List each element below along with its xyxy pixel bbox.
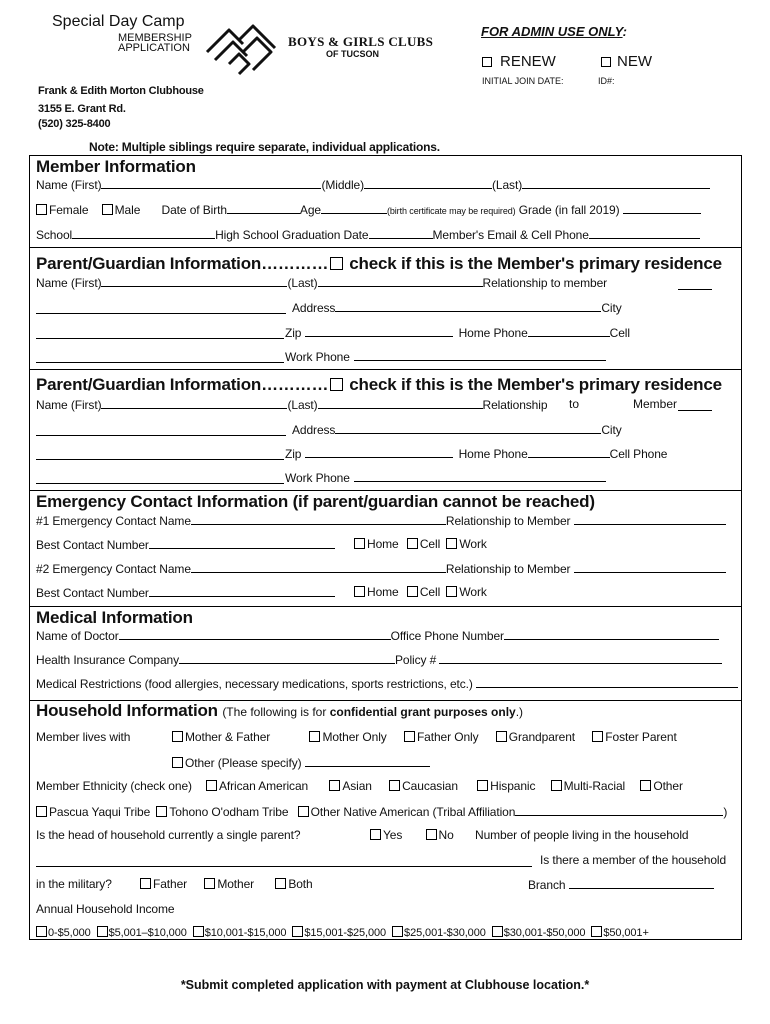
male-label: Male [114, 203, 141, 217]
club-phone: (520) 325-8400 [38, 118, 111, 130]
branch-row [528, 877, 714, 892]
guardian2-zip-field[interactable] [305, 446, 453, 458]
single-parent-yes-checkbox[interactable] [370, 829, 381, 840]
emergency2-number-label: Best Contact Number [36, 586, 149, 600]
school-field[interactable] [72, 227, 215, 239]
emergency2-home-label: Home [367, 585, 399, 599]
income-25001-30000-label: $25,001-$30,000 [404, 927, 486, 939]
bgc-logo [203, 18, 283, 78]
org-city: OF TUCSON [326, 49, 379, 59]
household-note [222, 705, 523, 719]
admin-label [481, 24, 627, 39]
emergency2-number-row [36, 585, 335, 600]
member-middle-name-field[interactable] [364, 177, 492, 189]
submit-instructions: *Submit completed application with payment at Clubhouse location.* [180, 978, 590, 992]
emergency1-home-checkbox[interactable] [354, 538, 365, 549]
income-5001-10000-label: $5,001–$10,000 [108, 927, 187, 939]
ethnicity-multi-racial-label: Multi-Racial [563, 779, 626, 793]
guardian2-last-label: (Last) [287, 398, 318, 412]
branch-field[interactable] [569, 877, 714, 889]
renew-label: RENEW [500, 53, 556, 70]
renew-checkbox[interactable] [482, 57, 492, 67]
emergency2-relationship-field[interactable] [574, 561, 726, 573]
divider-guardian2 [29, 369, 742, 370]
mother-father-checkbox[interactable] [172, 731, 183, 742]
guardian2-member-label: Member [633, 397, 678, 411]
restrictions-field[interactable] [476, 676, 738, 688]
foster-parent-checkbox[interactable] [592, 731, 603, 742]
emergency1-cell-checkbox[interactable] [407, 538, 418, 549]
ethnicity-hispanic-checkbox[interactable] [477, 780, 488, 791]
guardian1-relationship-label: Relationship to member [482, 276, 608, 290]
emergency1-number-label: Best Contact Number [36, 538, 149, 552]
guardian1-city-label: City [601, 301, 622, 315]
form-subtitle-application: APPLICATION [118, 42, 190, 54]
guardian1-cell-label: Cell [609, 326, 630, 340]
siblings-note: Note: Multiple siblings require separate, individual applications. [89, 140, 440, 154]
emergency1-name-label: #1 Emergency Contact Name [36, 514, 191, 528]
guardian2-to-label: to [569, 397, 580, 411]
emergency2-name-label: #2 Emergency Contact Name [36, 562, 191, 576]
guardian1-zip-field[interactable] [305, 325, 453, 337]
emergency2-name-row [36, 561, 726, 576]
emergency-section-title: Emergency Contact Information (if parent/guardian cannot be reached) [36, 492, 595, 511]
club-address: 3155 E. Grant Rd. [38, 103, 126, 115]
admin-label-text: FOR ADMIN USE ONLY [481, 24, 623, 39]
guardian2-zip-label: Zip [285, 447, 302, 461]
other-living-label: Other (Please specify) [185, 756, 302, 770]
member-section-title: Member Information [36, 157, 196, 176]
guardian2-home-phone-label: Home Phone [458, 447, 528, 461]
guardian1-home-phone-field[interactable] [528, 325, 610, 337]
single-parent-yes-label: Yes [383, 828, 403, 842]
restrictions-label: Medical Restrictions (food allergies, necessary medications, sports restrictions, etc.) [36, 677, 473, 691]
office-phone-field[interactable] [504, 628, 719, 640]
single-parent-no-label: No [438, 828, 454, 842]
household-title-text: Household Information [36, 701, 218, 720]
guardian2-primary-checkbox[interactable] [330, 378, 343, 391]
id-label: ID#: [598, 76, 615, 86]
member-first-name-field[interactable] [101, 177, 321, 189]
guardian1-work-row [285, 349, 606, 364]
emergency1-name-row [36, 513, 726, 528]
guardian1-address-field[interactable] [335, 300, 601, 312]
female-label: Female [49, 203, 89, 217]
initial-join-date-label: INITIAL JOIN DATE: [482, 76, 564, 86]
military-both-label: Both [288, 877, 313, 891]
ethnicity-african-american-label: African American [219, 779, 309, 793]
guardian2-last-name-field[interactable] [318, 397, 483, 409]
ethnicity-african-american-checkbox[interactable] [206, 780, 217, 791]
ethnicity-pascua-yaqui-label: Pascua Yaqui Tribe [49, 805, 151, 819]
guardian2-primary-label: check if this is the Member's primary residence [349, 375, 722, 394]
insurance-field[interactable] [179, 652, 395, 664]
emergency2-work-label: Work [459, 585, 487, 599]
guardian1-primary-label: check if this is the Member's primary residence [349, 254, 722, 273]
member-name-row [36, 177, 710, 192]
divider-emergency [29, 490, 742, 491]
policy-field[interactable] [439, 652, 722, 664]
guardian2-home-phone-field[interactable] [528, 446, 610, 458]
guardian1-last-label: (Last) [287, 276, 318, 290]
guardian2-first-name-label: Name (First) [36, 398, 102, 412]
income-30001-50000-label: $30,001-$50,000 [503, 927, 586, 939]
other-living-row [172, 755, 430, 770]
divider-guardian1 [29, 247, 742, 248]
military-father-checkbox[interactable] [140, 878, 151, 889]
new-checkbox[interactable] [601, 57, 611, 67]
guardian2-cell-phone-label: Cell Phone [609, 447, 668, 461]
medical-section-title: Medical Information [36, 608, 193, 627]
age-field[interactable] [321, 202, 387, 214]
branch-label: Branch [528, 878, 566, 892]
father-only-label: Father Only [416, 730, 479, 744]
guardian1-work-phone-label: Work Phone [285, 350, 350, 364]
doctor-row [36, 628, 719, 643]
ethnicity-asian-label: Asian [342, 779, 372, 793]
grandparent-label: Grandparent [508, 730, 576, 744]
ethnicity-hispanic-label: Hispanic [490, 779, 536, 793]
guardian2-relationship-label: Relationship [482, 398, 548, 412]
ethnicity-native-american-label: Other Native American (Tribal Affiliation [310, 805, 516, 819]
restrictions-row [36, 676, 738, 691]
ethnicity-tribal-row [36, 804, 727, 819]
female-checkbox[interactable] [36, 204, 47, 215]
new-label: NEW [617, 53, 652, 70]
ethnicity-other-label: Other [653, 779, 683, 793]
emergency2-number-field[interactable] [149, 585, 335, 597]
guardian1-line3-field[interactable] [36, 362, 284, 363]
ethnicity-pascua-yaqui-checkbox[interactable] [36, 806, 47, 817]
foster-parent-label: Foster Parent [605, 730, 677, 744]
income-5001-10000-checkbox[interactable] [97, 926, 108, 937]
military-both-checkbox[interactable] [275, 878, 286, 889]
ethnicity-label: Member Ethnicity (check one) [36, 779, 192, 793]
income-50001-plus-label: $50,001+ [603, 927, 649, 939]
emergency2-relationship-label: Relationship to Member [445, 562, 571, 576]
email-field[interactable] [589, 227, 700, 239]
lives-with-label: Member lives with [36, 730, 131, 744]
income-25001-30000-checkbox[interactable] [392, 926, 403, 937]
guardian2-title-text: Parent/Guardian Information………… [36, 375, 329, 394]
member-last-name-field[interactable] [522, 177, 710, 189]
guardian1-relationship-field[interactable] [678, 289, 712, 290]
birth-cert-note: (birth certificate may be required) [386, 206, 516, 216]
emergency2-home-checkbox[interactable] [354, 586, 365, 597]
grade-label: Grade (in fall 2019) [518, 203, 620, 217]
emergency1-work-checkbox[interactable] [446, 538, 457, 549]
male-checkbox[interactable] [102, 204, 113, 215]
single-parent-label: Is the head of household currently a single parent? [36, 828, 301, 842]
ethnicity-tohono-label: Tohono O'odham Tribe [169, 805, 289, 819]
household-note-pre: (The following is for [222, 705, 330, 719]
guardian1-address-row [292, 300, 622, 315]
member-school-row [36, 227, 700, 242]
guardian1-section-title [36, 254, 722, 274]
guardian1-line1-field[interactable] [36, 313, 286, 314]
doctor-field[interactable] [119, 628, 391, 640]
guardian2-address-field[interactable] [335, 422, 601, 434]
age-label: Age [299, 203, 321, 217]
divider-medical [29, 606, 742, 607]
in-military-label: in the military? [36, 877, 112, 891]
member-first-name-label: Name (First) [36, 178, 102, 192]
grad-date-label: High School Graduation Date [215, 228, 369, 242]
emergency2-name-field[interactable] [191, 561, 446, 573]
guardian1-zip-row [285, 325, 630, 340]
military-options [140, 877, 313, 891]
military-father-label: Father [153, 877, 188, 891]
guardian2-work-phone-label: Work Phone [285, 471, 350, 485]
emergency1-home-label: Home [367, 537, 399, 551]
guardian1-address-label: Address [292, 301, 336, 315]
office-phone-label: Office Phone Number [390, 629, 504, 643]
new-option[interactable] [601, 53, 652, 70]
club-name: Frank & Edith Morton Clubhouse [38, 85, 204, 97]
guardian2-work-phone-field[interactable] [354, 470, 606, 482]
income-label: Annual Household Income [36, 902, 175, 916]
renew-option[interactable] [482, 53, 556, 70]
income-30001-50000-checkbox[interactable] [492, 926, 503, 937]
ethnicity-multi-racial-checkbox[interactable] [551, 780, 562, 791]
emergency1-cell-label: Cell [419, 537, 441, 551]
form-subtitle-membership: MEMBERSHIP [118, 32, 192, 44]
doctor-label: Name of Doctor [36, 629, 119, 643]
admin-label-colon: : [622, 24, 627, 39]
lives-with-options [172, 730, 677, 744]
household-note-post: .) [515, 705, 524, 719]
ethnicity-native-american-checkbox[interactable] [298, 806, 309, 817]
school-label: School [36, 228, 73, 242]
emergency1-work-label: Work [459, 537, 487, 551]
ethnicity-caucasian-checkbox[interactable] [389, 780, 400, 791]
guardian1-title-text: Parent/Guardian Information………… [36, 254, 329, 273]
emergency1-number-field[interactable] [149, 537, 335, 549]
ethnicity-other-checkbox[interactable] [640, 780, 651, 791]
org-name: BOYS & GIRLS CLUBS [288, 34, 434, 49]
emergency1-number-row [36, 537, 335, 552]
military-question-label: Is there a member of the household [540, 853, 727, 867]
guardian1-primary-checkbox[interactable] [330, 257, 343, 270]
income-0-5000-checkbox[interactable] [36, 926, 47, 937]
email-label: Member's Email & Cell Phone [432, 228, 589, 242]
guardian2-address-row [292, 422, 622, 437]
mother-only-checkbox[interactable] [309, 731, 320, 742]
household-note-bold: confidential grant purposes only [329, 705, 516, 719]
income-10001-15000-label: $10,001-$15,000 [204, 927, 287, 939]
guardian1-zip-label: Zip [285, 326, 302, 340]
member-details-row [36, 202, 701, 217]
other-living-field[interactable] [305, 755, 430, 767]
guardian1-work-phone-field[interactable] [354, 349, 606, 361]
ethnicity-tohono-checkbox[interactable] [156, 806, 167, 817]
other-living-checkbox[interactable] [172, 757, 183, 768]
single-parent-options [370, 828, 454, 842]
people-count-label: Number of people living in the household [475, 828, 689, 842]
guardian2-line2-field[interactable] [36, 459, 284, 460]
guardian2-zip-row [285, 446, 667, 461]
emergency1-relationship-label: Relationship to Member [445, 514, 571, 528]
tribal-close-paren: ) [723, 805, 728, 819]
dob-field[interactable] [227, 202, 300, 214]
dob-label: Date of Birth [161, 203, 227, 217]
guardian2-city-label: City [601, 423, 622, 437]
guardian2-relationship-field[interactable] [678, 410, 712, 411]
guardian1-name-row [36, 275, 607, 290]
member-last-label: (Last) [492, 178, 523, 192]
member-middle-label: (Middle) [321, 178, 365, 192]
guardian2-address-label: Address [292, 423, 336, 437]
guardian1-last-name-field[interactable] [318, 275, 483, 287]
income-15001-25000-checkbox[interactable] [292, 926, 303, 937]
mother-only-label: Mother Only [322, 730, 387, 744]
guardian2-line3-field[interactable] [36, 483, 284, 484]
guardian2-section-title [36, 375, 722, 395]
ethnicity-options [206, 779, 683, 793]
military-mother-checkbox[interactable] [204, 878, 215, 889]
grad-date-field[interactable] [369, 227, 433, 239]
income-15001-25000-label: $15,001-$25,000 [304, 927, 387, 939]
emergency1-type-options [354, 537, 487, 551]
policy-label: Policy # [395, 653, 437, 667]
income-50001-plus-checkbox[interactable] [591, 926, 602, 937]
people-count-field[interactable] [36, 866, 532, 867]
form-title: Special Day Camp [52, 13, 185, 30]
income-0-5000-label: 0-$5,000 [48, 927, 91, 939]
insurance-row [36, 652, 722, 667]
mother-father-label: Mother & Father [185, 730, 271, 744]
guardian2-name-row [36, 397, 547, 412]
insurance-label: Health Insurance Company [36, 653, 180, 667]
tribal-affiliation-field[interactable] [515, 804, 723, 816]
emergency2-cell-label: Cell [419, 585, 441, 599]
grade-field[interactable] [623, 202, 701, 214]
military-mother-label: Mother [217, 877, 255, 891]
single-parent-no-checkbox[interactable] [426, 829, 437, 840]
father-only-checkbox[interactable] [404, 731, 415, 742]
guardian1-home-phone-label: Home Phone [458, 326, 528, 340]
guardian1-line2-field[interactable] [36, 338, 284, 339]
grandparent-checkbox[interactable] [496, 731, 507, 742]
income-10001-15000-checkbox[interactable] [193, 926, 204, 937]
guardian1-first-name-label: Name (First) [36, 276, 102, 290]
emergency2-type-options [354, 585, 487, 599]
guardian1-first-name-field[interactable] [101, 275, 287, 287]
emergency2-cell-checkbox[interactable] [407, 586, 418, 597]
guardian2-work-row [285, 470, 606, 485]
ethnicity-asian-checkbox[interactable] [329, 780, 340, 791]
household-section-title [36, 701, 523, 721]
emergency2-work-checkbox[interactable] [446, 586, 457, 597]
ethnicity-caucasian-label: Caucasian [402, 779, 458, 793]
emergency1-name-field[interactable] [191, 513, 446, 525]
guardian2-line1-field[interactable] [36, 435, 286, 436]
income-options [36, 926, 649, 939]
guardian2-first-name-field[interactable] [101, 397, 287, 409]
emergency1-relationship-field[interactable] [574, 513, 726, 525]
